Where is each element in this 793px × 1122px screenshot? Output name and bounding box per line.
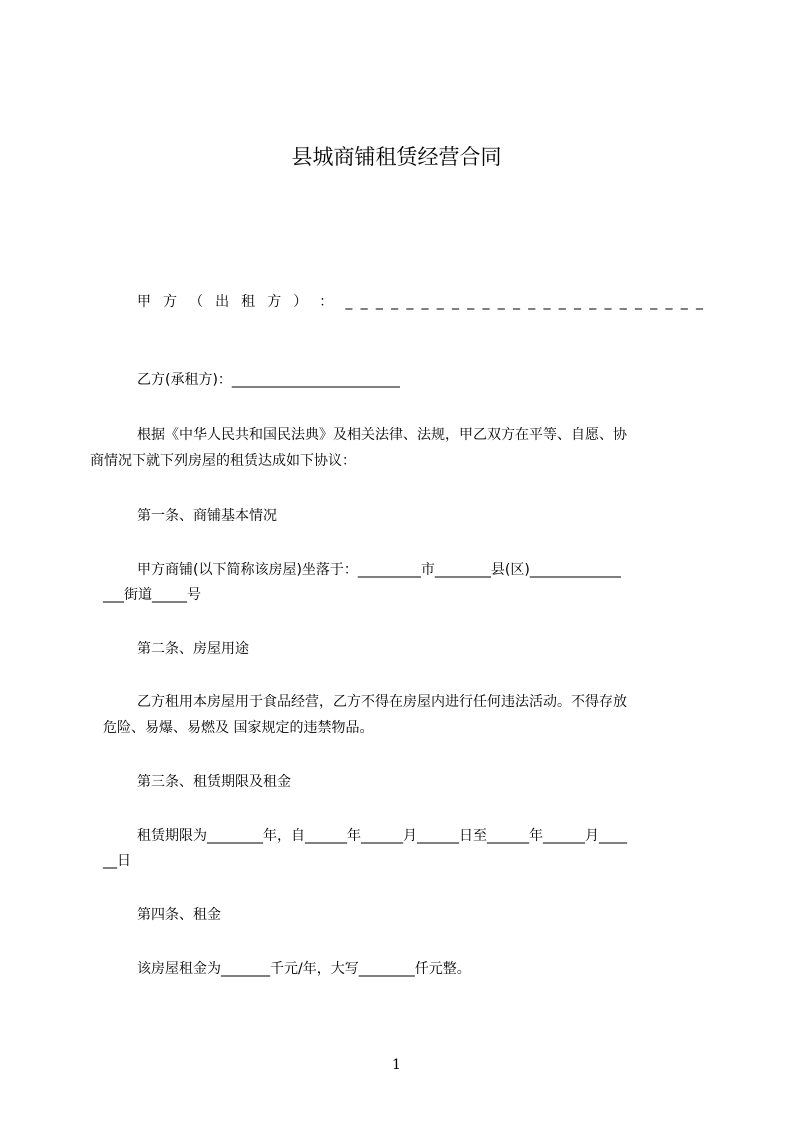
page-number: 1 [392, 1057, 401, 1073]
article-3-line-2: __日 [103, 853, 131, 869]
party-b-line: 乙方(承租方)：________________________ [137, 372, 400, 388]
article-2-line-1: 乙方租用本房屋用于食品经营，乙方不得在房屋内进行任何违法活动。不得存放 [137, 694, 627, 710]
preamble-line-1: 根据《中华人民共和国民法典》及相关法律、法规，甲乙双方在平等、自愿、协 [137, 427, 627, 443]
article-2-heading: 第二条、房屋用途 [137, 641, 249, 657]
article-2-line-2: 危险、易爆、易燃及 国家规定的违禁物品。 [103, 720, 374, 736]
article-4-heading: 第四条、租金 [137, 907, 221, 923]
document-title: 县城商铺租赁经营合同 [291, 145, 502, 169]
article-3-line-1: 租赁期限为________年，自______年______月______日至______年______月____ [137, 828, 627, 844]
article-1-line-2: ___街道_____号 [103, 587, 201, 603]
article-4-line-1: 该房屋租金为_______千元/年，大写________仟元整。 [137, 961, 471, 977]
article-1-heading: 第一条、商铺基本情况 [137, 508, 277, 524]
article-3-heading: 第三条、租赁期限及租金 [137, 774, 291, 790]
party-a-line: 甲 方 （ 出 租 方 ） ： _ _ _ _ _ _ _ _ _ _ _ _ _ _ _ _ _ _ _ _ _ _ _ _ [137, 294, 703, 310]
article-1-line-1: 甲方商铺(以下简称该房屋)坐落于：_________市________县(区)_____________ [137, 562, 621, 578]
preamble-line-2: 商情况下就下列房屋的租赁达成如下协议： [90, 453, 356, 469]
